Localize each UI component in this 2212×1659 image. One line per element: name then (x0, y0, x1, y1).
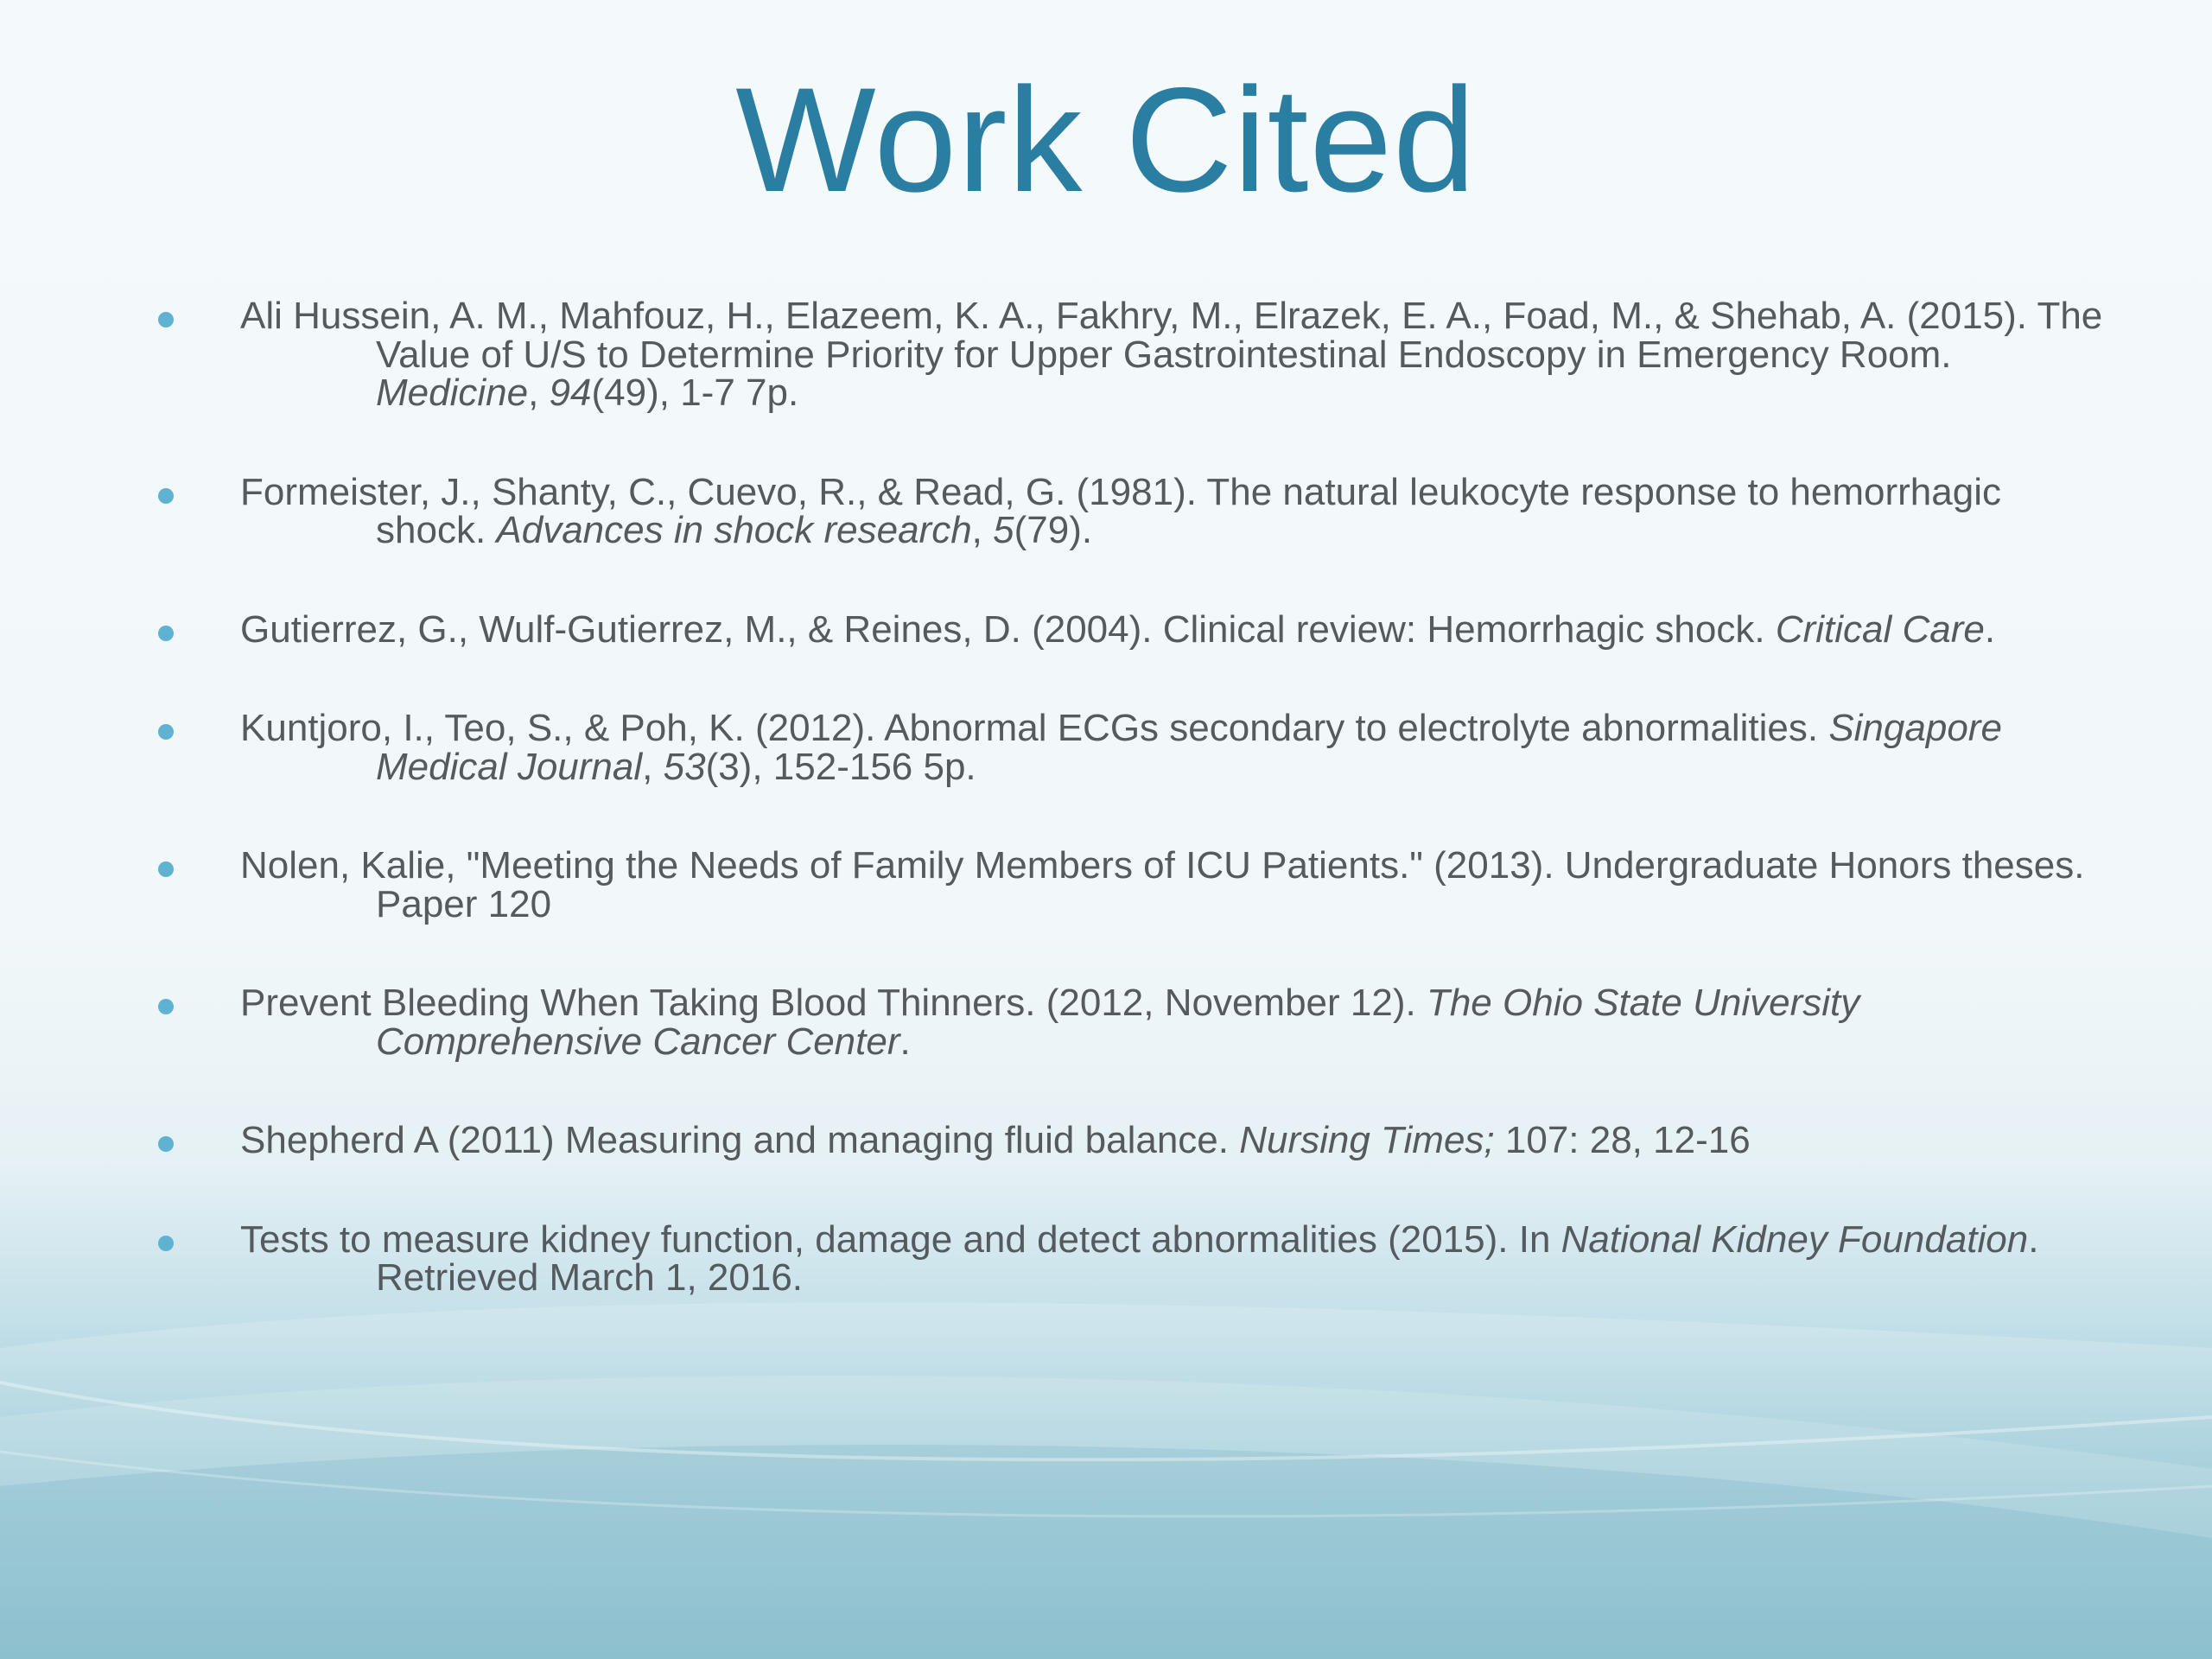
reference-text: 107: 28, 12-16 (1494, 1119, 1751, 1161)
reference-italic: Advances in shock research (496, 509, 972, 551)
reference-text: , (971, 509, 994, 551)
bullet-icon (158, 1136, 174, 1152)
reference-text: Kuntjoro, I., Teo, S., & Poh, K. (2012). Abnormal ECGs secondary to electrolyte abnormalities. (240, 707, 1829, 749)
reference-item (0, 607, 2212, 651)
reference-text: Gutierrez, G., Wulf-Gutierrez, M., & Reines, D. (2004). Clinical review: Hemorrhagic shock. (240, 607, 1776, 651)
reference-item (0, 297, 2212, 413)
reference-item (0, 1119, 2212, 1161)
bullet-icon (158, 999, 174, 1014)
reference-item (0, 844, 2212, 925)
reference-text: Nolen, Kalie, "Meeting the Needs of Family Members of ICU Patients." (2013). Undergraduate Honors theses. Paper 120 (240, 844, 2085, 925)
reference-item (0, 709, 2212, 786)
reference-italic: 94 (549, 372, 592, 414)
reference-text: (49), 1-7 7p. (591, 372, 799, 414)
reference-text: . (899, 1020, 911, 1063)
reference-italic: The Ohio State University Comprehensive Cancer Center (376, 982, 1860, 1063)
bullet-icon (158, 1236, 174, 1251)
reference-text: Prevent Bleeding When Taking Blood Thinners. (2012, November 12). (240, 982, 1427, 1024)
reference-italic: 5 (993, 509, 1014, 551)
reference-italic: National Kidney Foundation (1560, 1217, 2029, 1261)
reference-text: , (642, 745, 664, 788)
reference-text: . Retrieved March 1, 2016. (376, 1217, 2039, 1299)
reference-text: , (528, 372, 550, 414)
reference-text: (3), 152-156 5p. (705, 745, 976, 788)
reference-item (0, 1217, 2212, 1299)
bullet-icon (158, 626, 174, 641)
reference-italic: Nursing Times; (1239, 1119, 1495, 1161)
references-list (0, 297, 2212, 1298)
reference-item (0, 984, 2212, 1061)
reference-text: . (1984, 607, 1996, 651)
slide-title: Work Cited (735, 57, 1477, 223)
reference-item (0, 470, 2212, 551)
reference-text: (79). (1014, 509, 1093, 551)
reference-italic: Singapore Medical Journal (376, 707, 2002, 788)
bullet-icon (158, 488, 174, 504)
reference-italic: 53 (663, 745, 706, 788)
reference-italic: Medicine (376, 372, 529, 414)
reference-text: Ali Hussein, A. M., Mahfouz, H., Elazeem, K. A., Fakhry, M., Elrazek, E. A., Foad, M., & Shehab, A. (2015). The Value of U/S to Determine Priority for Upper Gastrointestinal Endoscopy in Emergency Room. (240, 295, 2103, 376)
reference-italic: Critical Care (1775, 607, 1985, 651)
reference-text: Shepherd A (2011) Measuring and managing fluid balance. (240, 1119, 1240, 1161)
bullet-icon (158, 312, 174, 327)
reference-text: Tests to measure kidney function, damage and detect abnormalities (2015). In (240, 1217, 1561, 1261)
bullet-icon (158, 724, 174, 740)
reference-text: Formeister, J., Shanty, C., Cuevo, R., & Read, G. (1981). The natural leukocyte response to hemorrhagic shock. (240, 470, 2001, 551)
bullet-icon (158, 861, 174, 877)
